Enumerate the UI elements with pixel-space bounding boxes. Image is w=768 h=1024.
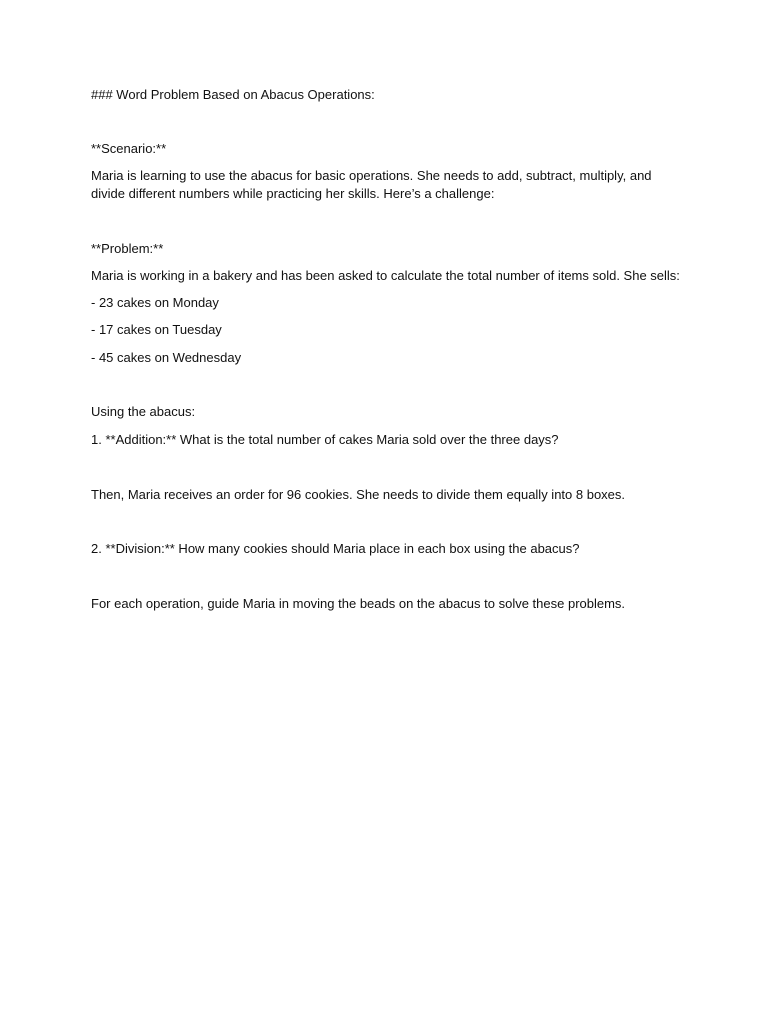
using-abacus-text: Using the abacus:	[91, 404, 196, 419]
sales-item-tuesday: - 17 cakes on Tuesday	[91, 322, 222, 337]
order-text: Then, Maria receives an order for 96 cookies. She needs to divide them equally into 8 boxes.	[91, 487, 626, 502]
question-division: 2. **Division:** How many cookies should Maria place in each box using the abacus?	[91, 541, 580, 556]
problem-label: **Problem:**	[91, 241, 164, 256]
closing-text: For each operation, guide Maria in moving the beads on the abacus to solve these problems.	[91, 596, 626, 611]
sales-item-monday: - 23 cakes on Monday	[91, 295, 219, 310]
sales-item-wednesday: - 45 cakes on Wednesday	[91, 350, 242, 365]
scenario-text: Maria is learning to use the abacus for basic operations. She needs to add, subtract, multiply, and divide different numbers while practicing her skills. Here’s a challenge:	[91, 168, 652, 201]
scenario-label: **Scenario:**	[91, 141, 167, 156]
problem-intro: Maria is working in a bakery and has been asked to calculate the total number of items sold. She sells:	[91, 268, 680, 283]
question-addition: 1. **Addition:** What is the total number of cakes Maria sold over the three days?	[91, 432, 559, 447]
document-heading: ### Word Problem Based on Abacus Operations:	[91, 87, 375, 102]
